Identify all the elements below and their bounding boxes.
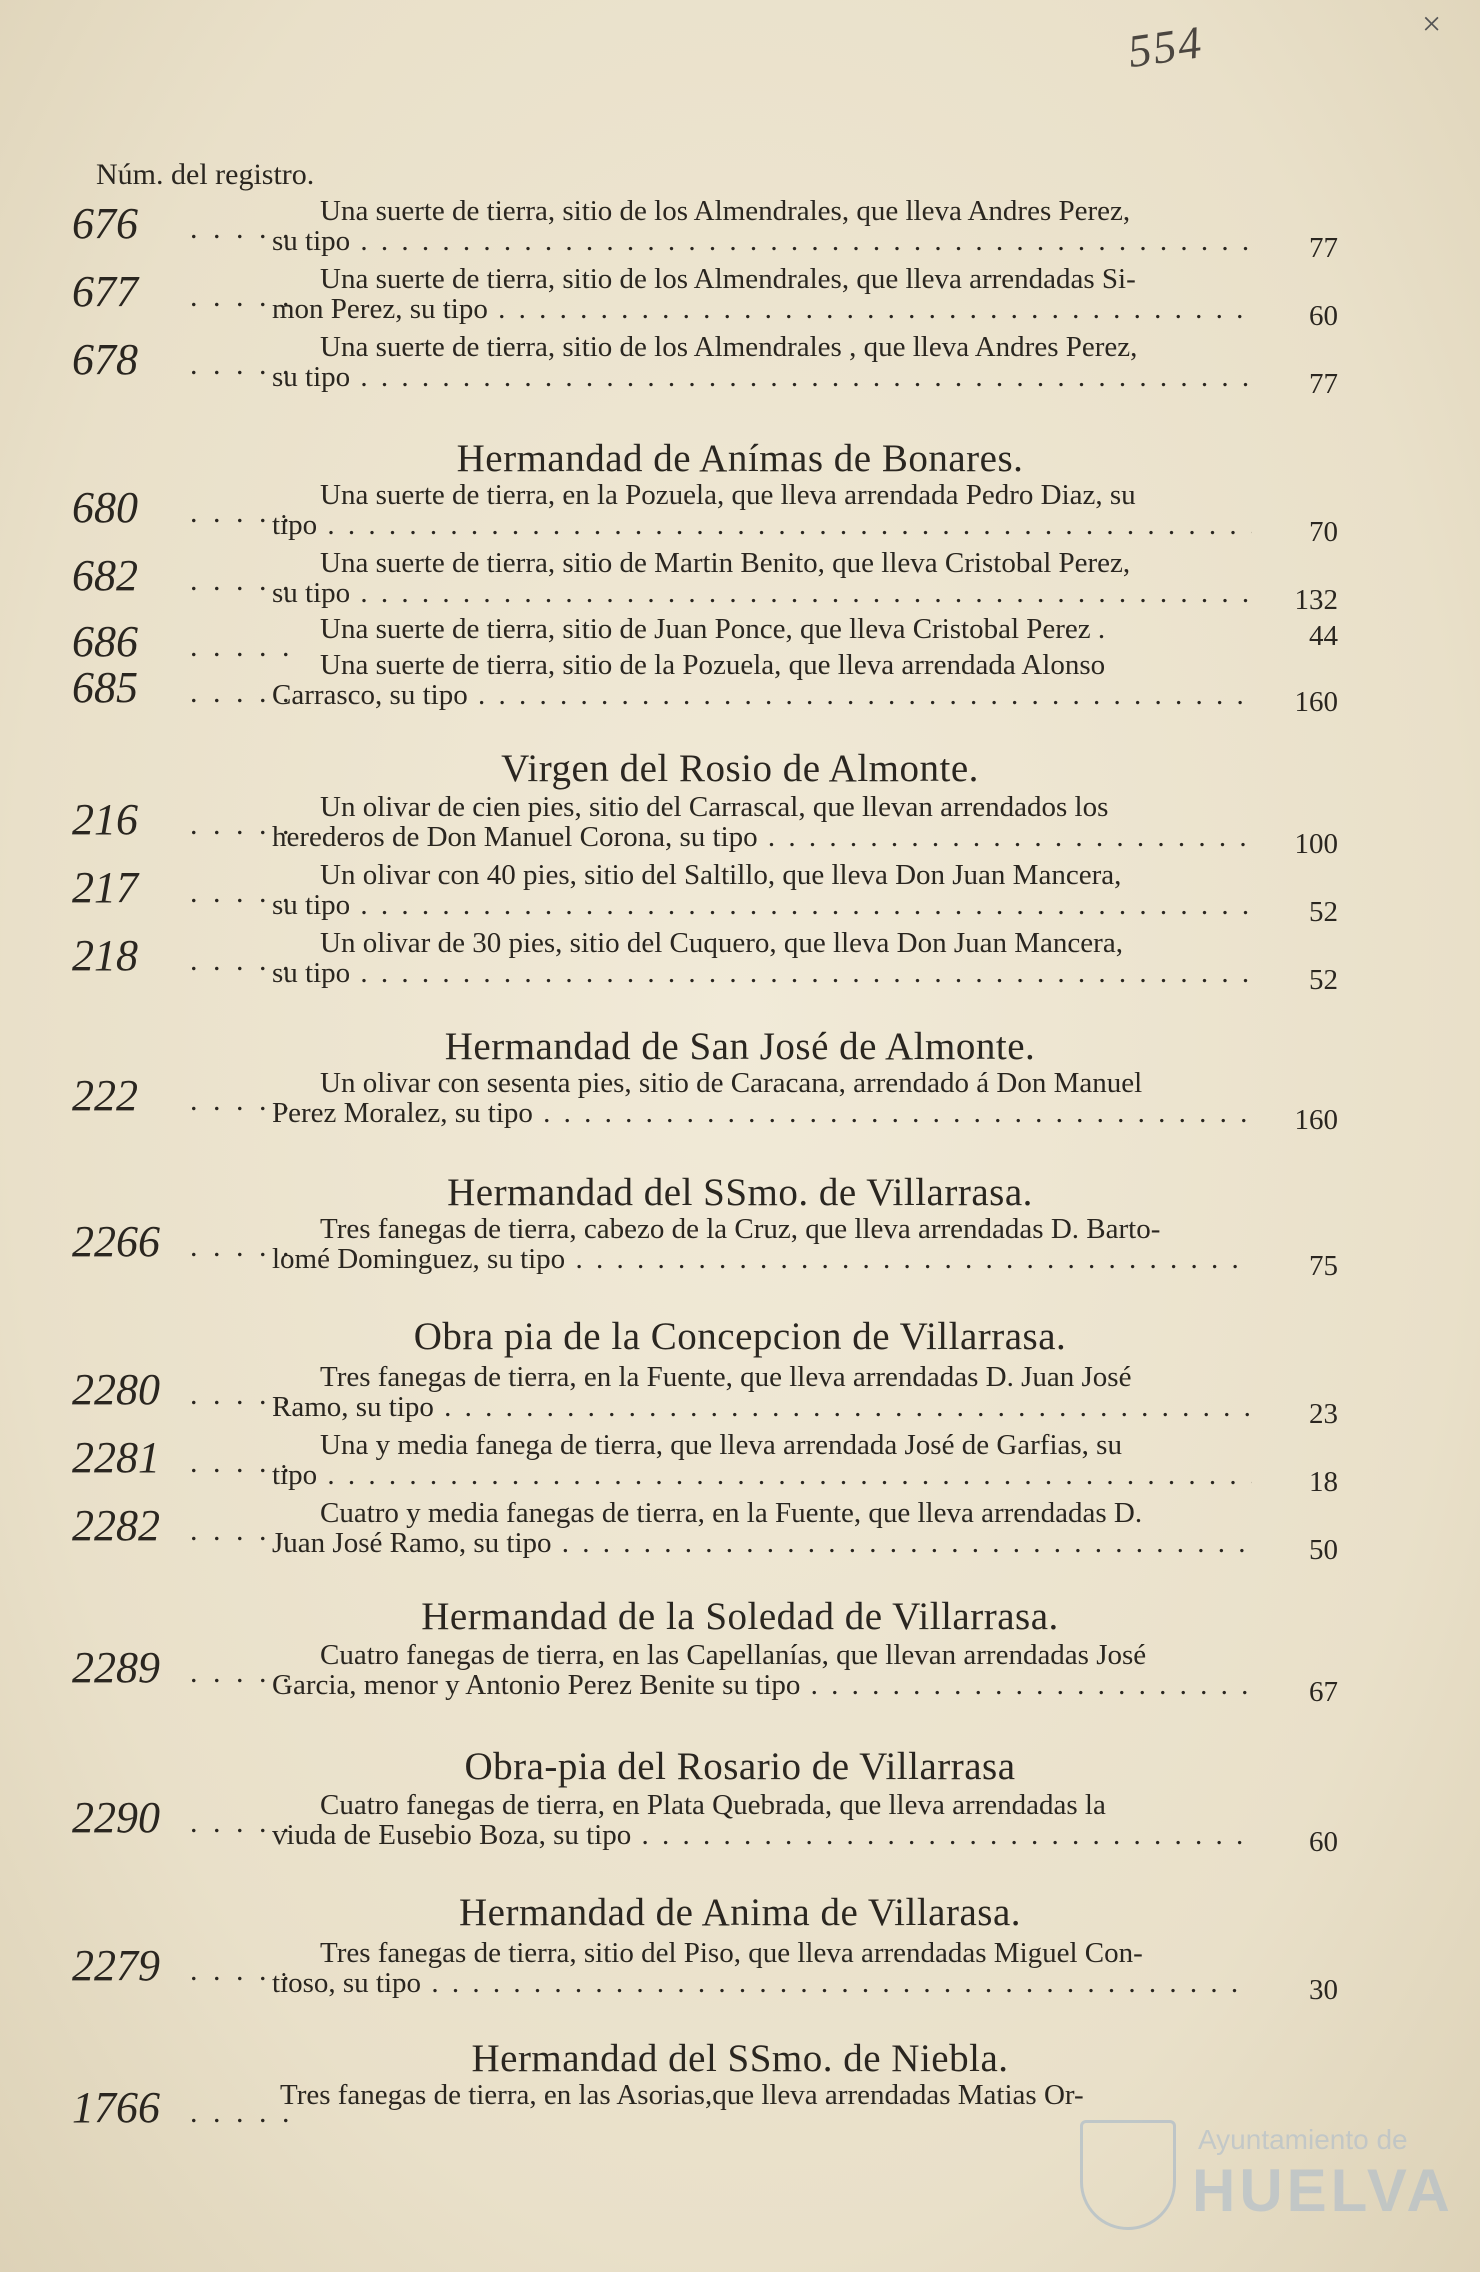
watermark-line-2: HUELVA <box>1192 2157 1454 2224</box>
entry-line-1: Una suerte de tierra, sitio de los Almendrales, que lleva Andres Perez, <box>320 195 1131 227</box>
entry-price: 100 <box>1294 828 1338 860</box>
folio-number: 554 <box>1124 16 1207 77</box>
register-number: 2280 <box>72 1365 160 1414</box>
entry-description <box>272 1067 1250 1128</box>
entry-price: 23 <box>1309 1398 1338 1430</box>
register-dots: . . . . . <box>190 1806 294 1839</box>
register-number: 2281 <box>72 1433 160 1482</box>
entry-description <box>272 1497 1250 1558</box>
entry-line-2: su tipo . . . <box>272 890 1252 920</box>
entry-line-2: herederos de Don Manuel Corona, su tipo . . . <box>272 822 1252 852</box>
entry-description <box>272 859 1250 920</box>
register-dots: . . . . . <box>190 808 294 841</box>
entry-line-1: Cuatro fanegas de tierra, en las Capellanías, que llevan arrendadas José <box>320 1639 1147 1671</box>
entry-line-1: Un olivar con sesenta pies, sitio de Caracana, arrendado á Don Manuel <box>320 1067 1143 1099</box>
entry-line-1: Tres fanegas de tierra, en las Asorias,que lleva arrendadas Matias Or- <box>280 2079 1084 2111</box>
register-entry <box>0 1498 1480 1578</box>
entry-price: 160 <box>1294 1104 1338 1136</box>
entry-price: 50 <box>1309 1534 1338 1566</box>
entry-line-1: Una suerte de tierra, sitio de Juan Ponce, que lleva Cristobal Perez . <box>320 613 1106 645</box>
register-dots: . . . . . <box>190 564 294 597</box>
register-dots: . . . . . <box>190 2096 294 2129</box>
entry-description <box>280 2080 1250 2110</box>
register-number: 676 <box>72 199 138 248</box>
section-heading: Obra-pia del Rosario de Villarrasa <box>464 1745 1016 1788</box>
entry-line-2: Garcia, menor y Antonio Perez Benite su tipo . . . <box>272 1670 1252 1700</box>
entry-line-2: su tipo . . . <box>272 578 1252 608</box>
coat-of-arms-icon <box>1080 2120 1176 2230</box>
entry-line-1: Un olivar con 40 pies, sitio del Saltillo, que lleva Don Juan Mancera, <box>320 859 1122 891</box>
register-dots: . . . . . <box>190 1378 294 1411</box>
watermark-line-1: Ayuntamiento de <box>1198 2124 1408 2155</box>
register-dots: . . . . . <box>190 212 294 245</box>
entry-line-1: Una suerte de tierra, sitio de los Almendrales, que lleva arrendadas Si- <box>320 263 1136 295</box>
register-dots: . . . . . <box>190 630 294 663</box>
register-dots: . . . . . <box>190 1514 294 1547</box>
entry-price: 77 <box>1309 368 1338 400</box>
entry-line-1: Una suerte de tierra, sitio de los Almendrales , que lleva Andres Perez, <box>320 331 1138 363</box>
entry-description <box>272 791 1250 852</box>
register-entry <box>0 1640 1480 1720</box>
entry-description <box>272 263 1250 324</box>
register-number: 2282 <box>72 1501 160 1550</box>
entry-line-2: su tipo . . . <box>272 958 1252 988</box>
entry-description <box>272 1937 1250 1998</box>
register-dots: . . . . . <box>190 1446 294 1479</box>
entry-description <box>272 1639 1250 1700</box>
entry-price: 132 <box>1294 584 1338 616</box>
section-heading: Hermandad de San José de Almonte. <box>444 1025 1036 1068</box>
register-entry <box>0 650 1480 730</box>
entry-price: 52 <box>1309 964 1338 996</box>
entry-line-2: tipo . . . <box>272 1460 1252 1490</box>
register-dots: . . . . . <box>190 1084 294 1117</box>
entry-line-2: Juan José Ramo, su tipo . . . <box>272 1528 1252 1558</box>
entry-price: 60 <box>1309 300 1338 332</box>
entry-price: 44 <box>1309 620 1338 652</box>
section-heading: Hermandad de Anima de Villarasa. <box>459 1891 1021 1934</box>
register-dots: . . . . . <box>190 1230 294 1263</box>
register-number: 217 <box>72 863 138 912</box>
entry-line-2: viuda de Eusebio Boza, su tipo . . . <box>272 1820 1252 1850</box>
entry-price: 75 <box>1309 1250 1338 1282</box>
register-number: 2266 <box>72 1217 160 1266</box>
register-number: 1766 <box>72 2083 160 2132</box>
entry-description <box>272 479 1250 540</box>
entry-price: 160 <box>1294 686 1338 718</box>
entry-price: 60 <box>1309 1826 1338 1858</box>
section-heading: Hermandad de la Soledad de Villarrasa. <box>421 1595 1059 1638</box>
corner-mark: × <box>1422 6 1442 43</box>
register-dots: . . . . . <box>190 876 294 909</box>
entry-line-2: Perez Moralez, su tipo . . . <box>272 1098 1252 1128</box>
register-number: 685 <box>72 663 138 712</box>
register-number: 2279 <box>72 1941 160 1990</box>
register-number: 678 <box>72 335 138 384</box>
section-heading: Hermandad de Anímas de Bonares. <box>456 437 1024 480</box>
entry-line-2: tipo . . . <box>272 510 1252 540</box>
register-number: 222 <box>72 1071 138 1120</box>
entry-description <box>272 927 1250 988</box>
entry-description <box>272 1789 1250 1850</box>
register-entry <box>0 928 1480 1008</box>
register-number: 677 <box>72 267 138 316</box>
entry-price: 70 <box>1309 516 1338 548</box>
register-number: 218 <box>72 931 138 980</box>
register-dots: . . . . . <box>190 1656 294 1689</box>
register-dots: . . . . . <box>190 944 294 977</box>
entry-description <box>272 1429 1250 1490</box>
entry-line-1: Cuatro y media fanegas de tierra, en la Fuente, que lleva arrendadas D. <box>320 1497 1143 1529</box>
entry-description <box>272 649 1250 710</box>
entry-description <box>272 1361 1250 1422</box>
entry-line-2: mon Perez, su tipo . . . <box>272 294 1252 324</box>
entry-line-1: Un olivar de cien pies, sitio del Carrascal, que llevan arrendados los <box>320 791 1109 823</box>
section-heading: Hermandad del SSmo. de Villarrasa. <box>447 1171 1033 1214</box>
entry-price: 77 <box>1309 232 1338 264</box>
entry-line-2: Carrasco, su tipo . . . <box>272 680 1252 710</box>
entry-line-1: Tres fanegas de tierra, sitio del Piso, que lleva arrendadas Miguel Con- <box>320 1937 1143 1969</box>
register-number: 216 <box>72 795 138 844</box>
register-dots: . . . . . <box>190 676 294 709</box>
section-heading: Virgen del Rosio de Almonte. <box>501 747 979 790</box>
entry-description <box>272 547 1250 608</box>
entry-price: 30 <box>1309 1974 1338 2006</box>
entry-line-1: Una suerte de tierra, en la Pozuela, que lleva arrendada Pedro Diaz, su <box>320 479 1136 511</box>
entry-line-2: tioso, su tipo . . . <box>272 1968 1252 1998</box>
entry-price: 18 <box>1309 1466 1338 1498</box>
register-entry <box>0 1790 1480 1870</box>
entry-line-1: Cuatro fanegas de tierra, en Plata Quebrada, que lleva arrendadas la <box>320 1789 1106 1821</box>
register-entry <box>0 332 1480 412</box>
entry-line-1: Una suerte de tierra, sitio de Martin Benito, que lleva Cristobal Perez, <box>320 547 1131 579</box>
entry-description <box>272 331 1250 392</box>
entry-description <box>272 1213 1250 1274</box>
entry-line-2: su tipo . . . <box>272 226 1252 256</box>
register-dots: . . . . . <box>190 348 294 381</box>
entry-description <box>280 614 1250 644</box>
entry-line-1: Tres fanegas de tierra, en la Fuente, que lleva arrendadas D. Juan José <box>320 1361 1132 1393</box>
section-heading: Obra pia de la Concepcion de Villarrasa. <box>413 1315 1067 1358</box>
entry-line-1: Una suerte de tierra, sitio de la Pozuela, que lleva arrendada Alonso <box>320 649 1106 681</box>
entry-line-2: lomé Dominguez, su tipo . . . <box>272 1244 1252 1274</box>
column-header: Núm. del registro. <box>96 158 315 191</box>
section-heading: Hermandad del SSmo. de Niebla. <box>471 2037 1009 2080</box>
huelva-watermark <box>1080 2120 1454 2240</box>
entry-line-2: Ramo, su tipo . . . <box>272 1392 1252 1422</box>
entry-price: 52 <box>1309 896 1338 928</box>
register-number: 682 <box>72 551 138 600</box>
register-entry <box>0 1214 1480 1294</box>
register-dots: . . . . . <box>190 280 294 313</box>
register-number: 2290 <box>72 1793 160 1842</box>
register-entry <box>0 1068 1480 1148</box>
register-entry <box>0 1938 1480 2018</box>
entry-line-2: su tipo . . . <box>272 362 1252 392</box>
entry-line-1: Un olivar de 30 pies, sitio del Cuquero, que lleva Don Juan Mancera, <box>320 927 1123 959</box>
register-number: 680 <box>72 483 138 532</box>
register-number: 2289 <box>72 1643 160 1692</box>
entry-price: 67 <box>1309 1676 1338 1708</box>
entry-description <box>272 195 1250 256</box>
register-number: 686 <box>72 617 138 666</box>
entry-line-1: Una y media fanega de tierra, que lleva arrendada José de Garfias, su <box>320 1429 1122 1461</box>
register-dots: . . . . . <box>190 1954 294 1987</box>
register-dots: . . . . . <box>190 496 294 529</box>
entry-line-1: Tres fanegas de tierra, cabezo de la Cruz, que lleva arrendadas D. Barto- <box>320 1213 1161 1245</box>
